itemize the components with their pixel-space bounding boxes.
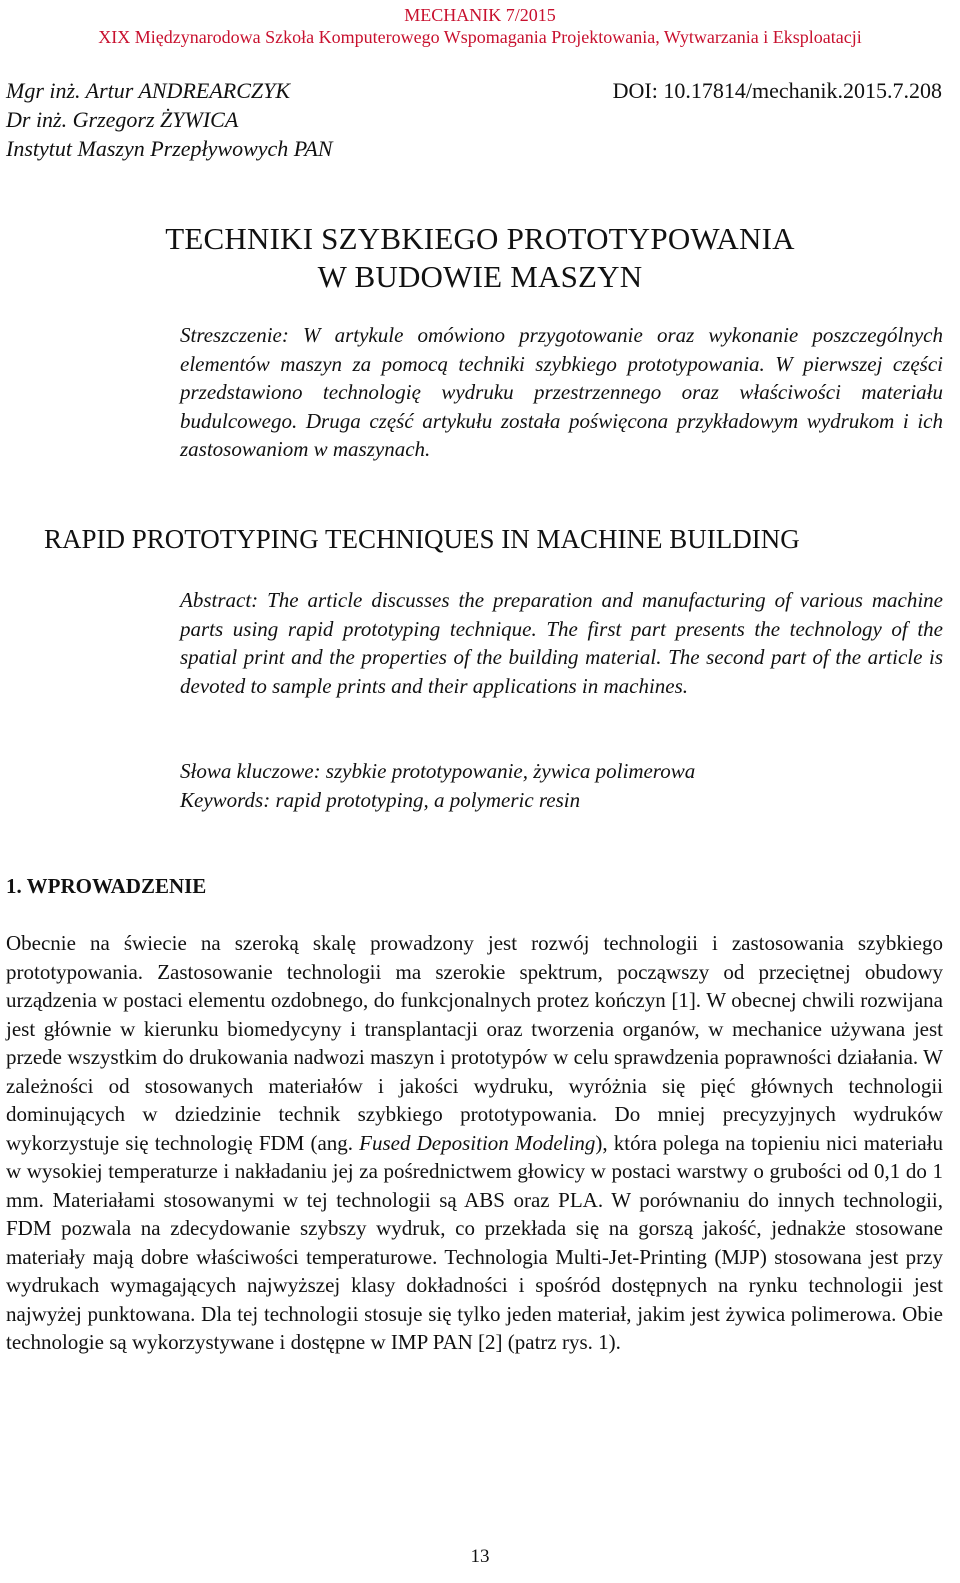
title-polish-line-1: TECHNIKI SZYBKIEGO PROTOTYPOWANIA bbox=[165, 221, 795, 256]
author-1: Mgr inż. Artur ANDREARCZYK bbox=[6, 78, 291, 103]
conference-name: XIX Międzynarodowa Szkoła Komputerowego Wspomagania Projektowania, Wytwarzania i Eksploatacji bbox=[98, 27, 862, 47]
paragraph-text-end: ), która polega na topieniu nici materiału w wysokiej temperaturze i nakładaniu jej za pośrednictwem głowicy w postaci warstwy o grubości od 0,1 do 1 mm. Materiałami stosowanymi w tej technologii są ABS oraz PLA. W porównaniu do innych technologii, FDM pozwala na zdecydowanie szybszy wydruk, co przekłada się na gorszą jakość, jednakże stosowane materiały mają dobre właściwości temperaturowe. Technologia Multi-Jet-Printing (MJP) stosowana jest przy wydrukach wymagających najwyższej klasy dokładności i spośród dostępnych na rynku technologii jest najwyżej punktowana. Dla tej technologii stosuje się tylko jeden materiał, jakim jest żywica polimerowa. Obie technologie są wykorzystywane i dostępne w IMP PAN [2] (patrz rys. 1). bbox=[6, 1130, 943, 1354]
title-polish bbox=[0, 220, 960, 296]
section-heading: 1. WPROWADZENIE bbox=[6, 874, 207, 898]
keywords-english: Keywords: rapid prototyping, a polymeric resin bbox=[180, 788, 581, 812]
keywords-polish: Słowa kluczowe: szybkie prototypowanie, żywica polimerowa bbox=[180, 759, 696, 783]
journal-issue: MECHANIK 7/2015 bbox=[404, 5, 556, 25]
paragraph-text-start: Obecnie na świecie na szeroką skalę prowadzony jest rozwój technologii i zastosowania szybkiego prototypowania. Zastosowanie technologii ma szerokie spektrum, począwszy od przeciętnej obudowy urządzenia w postaci elementu ozdobnego, do funkcjonalnych protez kończyn [1]. W obecnej chwili rozwijana jest głównie w kierunku biomedycyny i transplantacji oraz tworzenia organów, w mechanice używana jest przede wszystkim do drukowania nadwozi maszyn i prototypów w celu sprawdzenia poprawności działania. W zależności od stosowanych materiałów i jakości wydruku, wyróżnia się pięć głównych technologii dominujących w dziedzinie technik szybkiego prototypowania. Do mniej precyzyjnych wydruków wykorzystuje się technologię FDM (ang. bbox=[6, 931, 943, 1155]
doi-label: DOI: 10.17814/mechanik.2015.7.208 bbox=[612, 78, 942, 103]
paragraph-italic-term: Fused Deposition Modeling bbox=[359, 1130, 596, 1155]
journal-header bbox=[0, 4, 960, 48]
title-english: RAPID PROTOTYPING TECHNIQUES IN MACHINE BUILDING bbox=[44, 524, 800, 554]
section-paragraph bbox=[6, 929, 943, 1357]
affiliation: Instytut Maszyn Przepływowych PAN bbox=[6, 136, 333, 161]
abstract-polish: Streszczenie: W artykule omówiono przygotowanie oraz wykonanie poszczególnych elementów maszyn za pomocą techniki szybkiego prototypowania. W pierwszej części przedstawiono technologię wydruku przestrzennego oraz właściwości materiału budulcowego. Druga część artykułu została poświęcona przykładowym wydrukom i ich zastosowaniom w maszynach. bbox=[180, 323, 943, 462]
author-block bbox=[6, 76, 333, 163]
keywords-block bbox=[180, 757, 695, 815]
author-2: Dr inż. Grzegorz ŻYWICA bbox=[6, 107, 239, 132]
abstract-english: Abstract: The article discusses the preparation and manufacturing of various machine parts using rapid prototyping technique. The first part presents the technology of the spatial print and the properties of the building material. The second part of the article is devoted to sample prints and their applications in machines. bbox=[180, 588, 943, 698]
page-number: 13 bbox=[470, 1546, 490, 1567]
title-polish-line-2: W BUDOWIE MASZYN bbox=[317, 259, 643, 294]
